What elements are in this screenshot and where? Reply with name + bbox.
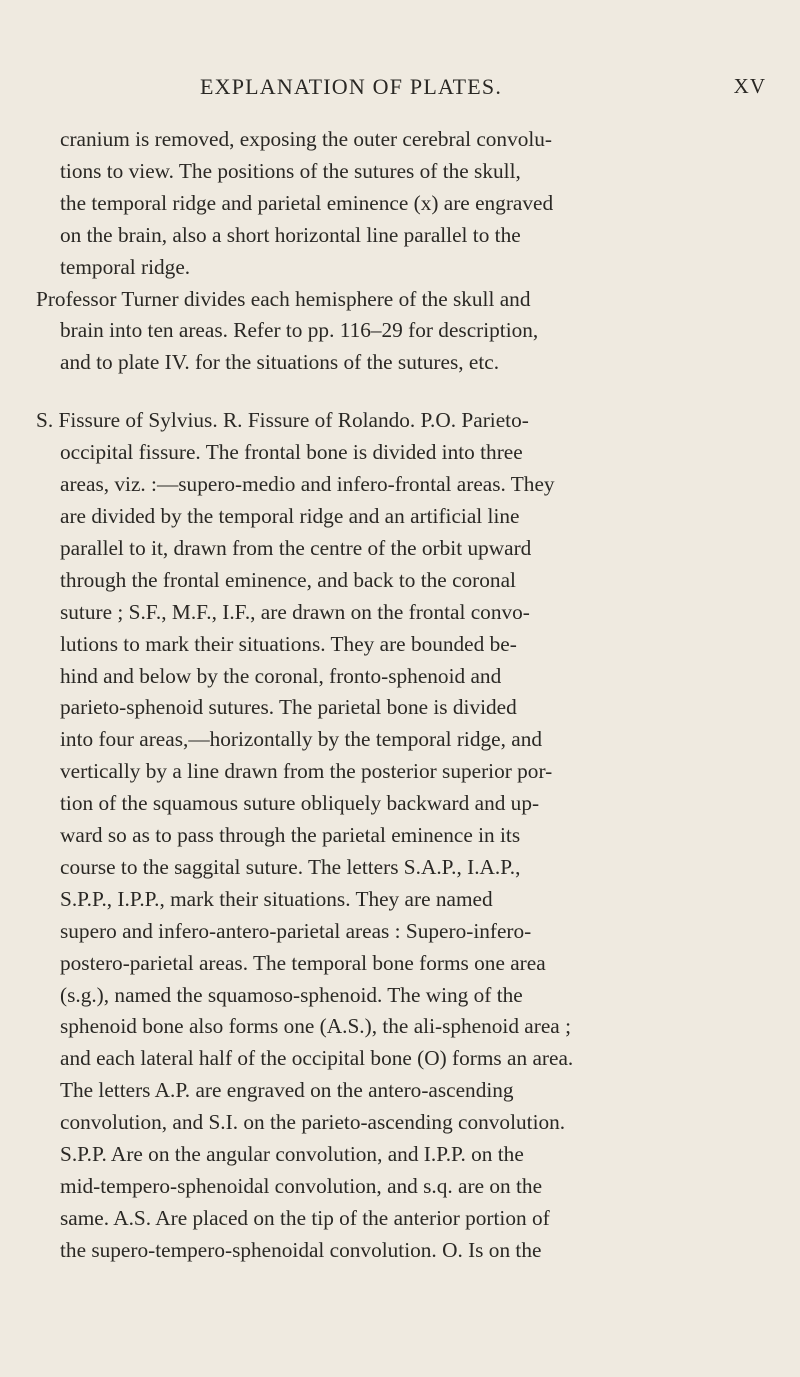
text-line: temporal ridge.	[60, 254, 191, 279]
text-line: ward so as to pass through the parietal eminence in its	[60, 823, 521, 848]
text-line: mid-tempero-sphenoidal convolution, and s.q. are on the	[60, 1174, 543, 1198]
text-line: areas, viz. :—supero-medio and infero-frontal areas. They	[60, 472, 555, 497]
text-line: course to the saggital suture. The letters S.A.P., I.A.P.,	[60, 854, 521, 879]
running-header	[0, 74, 800, 104]
text-line: hind and below by the coronal, fronto-sphenoid and	[60, 663, 502, 688]
text-line: The letters A.P. are engraved on the antero-ascending	[60, 1078, 514, 1103]
text-line: and to plate IV. for the situations of the sutures, etc.	[60, 350, 500, 375]
text-line: tions to view. The positions of the sutures of the skull,	[60, 158, 521, 183]
text-line: convolution, and S.I. on the parieto-ascending convolution.	[60, 1110, 566, 1135]
text-line: sphenoid bone also forms one (A.S.), the ali-sphenoid area ;	[60, 1014, 572, 1039]
text-line: into four areas,—horizontally by the temporal ridge, and	[60, 727, 542, 752]
text-line: and each lateral half of the occipital bone (O) forms an area.	[60, 1046, 574, 1071]
text-line: tion of the squamous suture obliquely backward and up-	[60, 791, 540, 816]
text-line: supero and infero-antero-parietal areas : Supero-infero-	[60, 918, 532, 943]
paragraph-gap	[60, 379, 776, 405]
text-line: lutions to mark their situations. They are bounded be-	[60, 631, 517, 656]
text-line: the supero-tempero-sphenoidal convolution. O. Is on the	[60, 1237, 542, 1262]
text-line: suture ; S.F., M.F., I.F., are drawn on the frontal convo-	[60, 599, 530, 624]
text-line: S. Fissure of Sylvius. R. Fissure of Rolando. P.O. Parieto-	[36, 408, 529, 433]
text-line: the temporal ridge and parietal eminence (x) are engraved	[60, 190, 554, 215]
text-line: S.P.P. Are on the angular convolution, and I.P.P. on the	[60, 1142, 524, 1167]
paragraph-3	[36, 405, 776, 1266]
page-number: XV	[733, 74, 766, 98]
text-line: vertically by a line drawn from the posterior superior por-	[60, 759, 553, 784]
text-line: Professor Turner divides each hemisphere of the skull and	[36, 286, 531, 311]
paragraph-1	[60, 124, 776, 284]
text-line: brain into ten areas. Refer to pp. 116–29 for description,	[60, 318, 539, 343]
text-line: on the brain, also a short horizontal line parallel to the	[60, 222, 521, 247]
page-header-title: EXPLANATION OF PLATES.	[200, 74, 503, 99]
text-line: are divided by the temporal ridge and an artificial line	[60, 503, 520, 528]
text-line: (s.g.), named the squamoso-sphenoid. The wing of the	[60, 982, 523, 1007]
text-line: parallel to it, drawn from the centre of the orbit upward	[60, 535, 532, 560]
text-line: occipital fissure. The frontal bone is divided into three	[60, 440, 523, 465]
text-line: parieto-sphenoid sutures. The parietal bone is divided	[60, 695, 517, 720]
paragraph-2	[36, 284, 776, 380]
text-line: postero-parietal areas. The temporal bone forms one area	[60, 950, 546, 975]
text-line: S.P.P., I.P.P., mark their situations. They are named	[60, 886, 493, 911]
text-line: through the frontal eminence, and back to the coronal	[60, 567, 516, 592]
text-line: cranium is removed, exposing the outer cerebral convolu-	[60, 127, 553, 151]
text-line: same. A.S. Are placed on the tip of the anterior portion of	[60, 1205, 550, 1230]
page-body	[36, 124, 776, 1267]
